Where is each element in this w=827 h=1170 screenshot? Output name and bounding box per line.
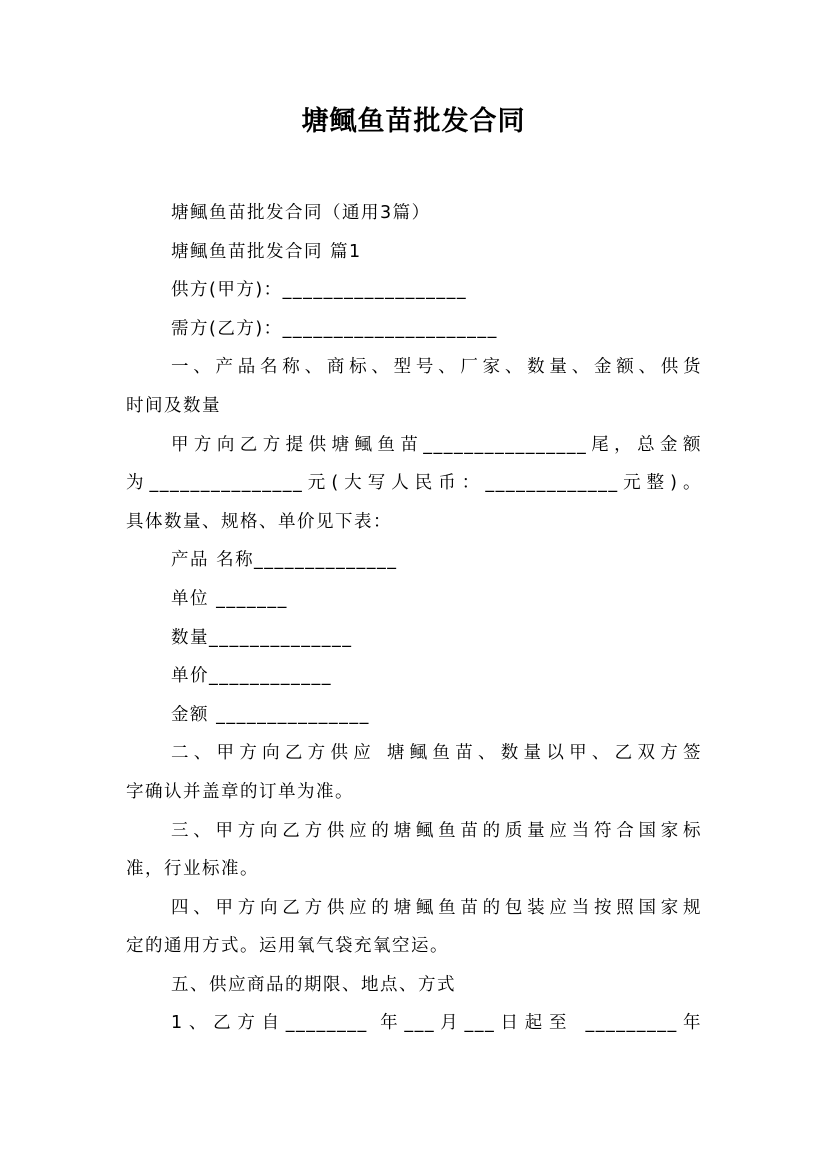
paragraph-line: 甲方向乙方提供塘鲺鱼苗________________尾，总金额: [171, 434, 702, 455]
paragraph-line: 产品 名称______________: [171, 550, 398, 571]
paragraph-line: 准，行业标准。: [126, 859, 259, 880]
paragraph-line: 具体数量、规格、单价见下表：: [126, 511, 392, 532]
paragraph-line: 时间及数量: [126, 395, 221, 416]
paragraph-line: 塘鲺鱼苗批发合同 篇1: [171, 241, 362, 262]
document-body: [126, 194, 702, 1043]
paragraph-line: 四、甲方向乙方供应的塘鲺鱼苗的包装应当按照国家规: [171, 897, 702, 918]
paragraph-line: 单位 _______: [171, 588, 288, 609]
paragraph-line: 二、甲方向乙方供应 塘鲺鱼苗、数量以甲、乙双方签: [171, 743, 702, 764]
paragraph-line: 1、乙方自________ 年___月___日起至 _________年: [171, 1013, 702, 1034]
paragraph-line: 字确认并盖章的订单为准。: [126, 781, 354, 802]
paragraph-line: 需方(乙方)：_____________________: [171, 318, 498, 339]
paragraph-line: 三、甲方向乙方供应的塘鲺鱼苗的质量应当符合国家标: [171, 820, 702, 841]
paragraph-line: 供方(甲方)：__________________: [171, 280, 468, 301]
paragraph-line: 塘鲺鱼苗批发合同（通用3篇）: [171, 203, 431, 223]
paragraph-line: 一、产品名称、商标、型号、厂家、数量、金额、供货: [171, 357, 702, 378]
paragraph-line: 为_______________元(大写人民币：_____________元整)。: [126, 473, 702, 494]
paragraph-line: 数量______________: [171, 627, 353, 648]
paragraph-line: 五、供应商品的期限、地点、方式: [171, 974, 456, 995]
paragraph-line: 定的通用方式。运用氧气袋充氧空运。: [126, 936, 449, 957]
paragraph-line: 金额 _______________: [171, 704, 370, 725]
paragraph-line: 单价____________: [171, 666, 332, 687]
document-title: 塘鲺鱼苗批发合同: [301, 106, 526, 137]
